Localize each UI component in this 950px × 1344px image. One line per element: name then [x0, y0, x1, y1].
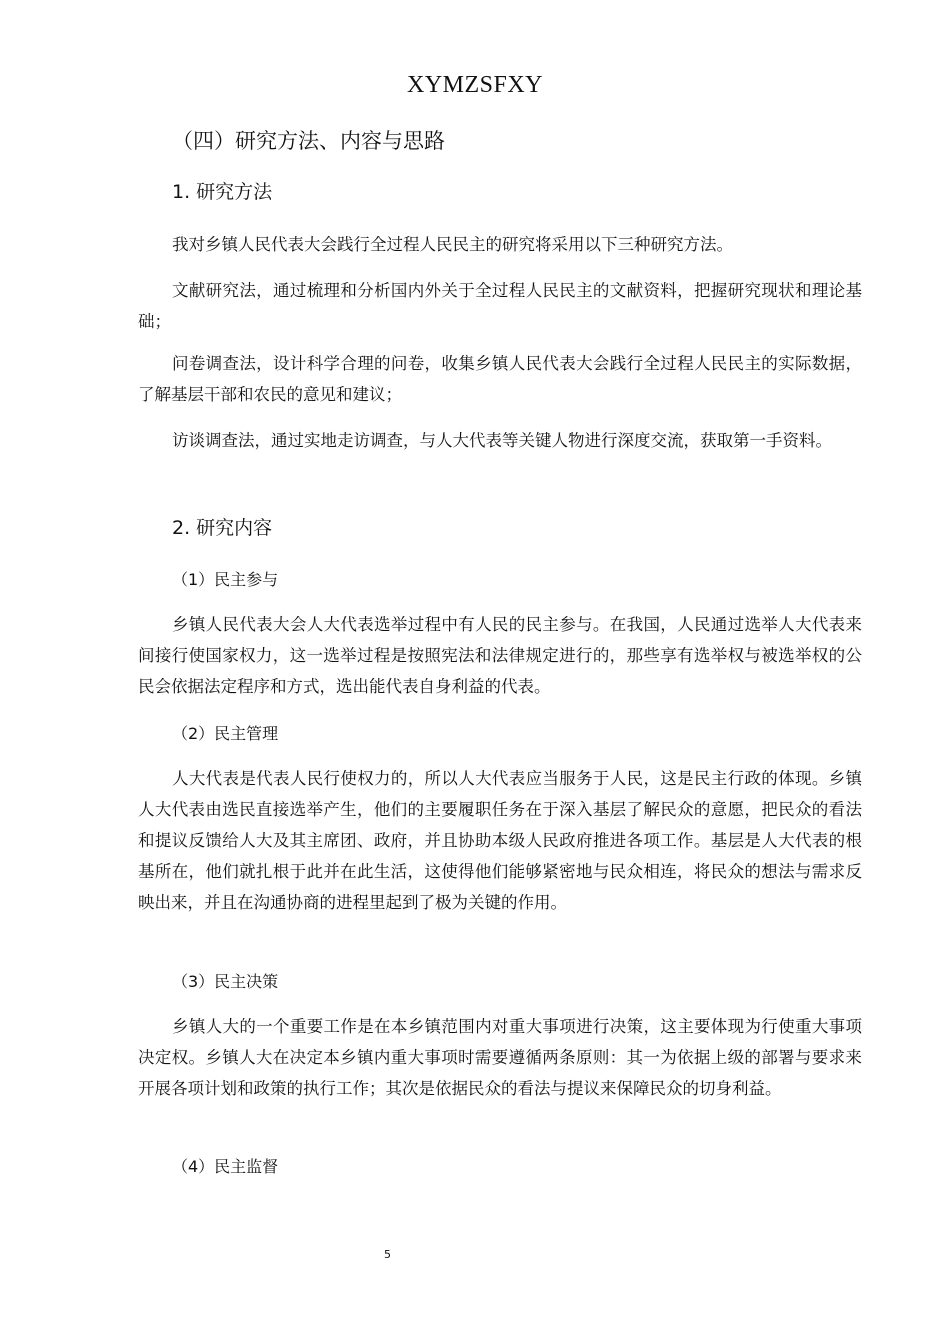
- section-title: （四）研究方法、内容与思路: [172, 129, 445, 153]
- content-heading: 2. 研究内容: [172, 517, 273, 539]
- paragraph: 乡镇人民代表大会人大代表选举过程中有人民的民主参与。在我国，人民通过选举人大代表来间接行使国家权力，这一选举过程是按照宪法和法律规定进行的，那些享有选举权与被选举权的公民会依据法定程序和方式，选出能代表自身利益的代表。: [138, 615, 862, 696]
- paragraph: 乡镇人大的一个重要工作是在本乡镇范围内对重大事项进行决策，这主要体现为行使重大事项决定权。乡镇人大在决定本乡镇内重大事项时需要遵循两条原则：其一为依据上级的部署与要求来开展各项计划和政策的执行工作；其次是依据民众的看法与提议来保障民众的切身利益。: [138, 1017, 862, 1098]
- page-header: XYMZSFXY: [406, 72, 544, 98]
- paragraph: 访谈调查法，通过实地走访调查，与人大代表等关键人物进行深度交流，获取第一手资料。: [172, 431, 832, 450]
- subheading: （2）民主管理: [172, 724, 279, 743]
- subheading: （3）民主决策: [172, 972, 279, 991]
- subheading: （1）民主参与: [172, 570, 279, 589]
- page-number: 5: [384, 1248, 391, 1261]
- subheading: （4）民主监督: [172, 1157, 279, 1176]
- paragraph: 问卷调查法，设计科学合理的问卷，收集乡镇人民代表大会践行全过程人民民主的实际数据，了解基层干部和农民的意见和建议；: [138, 354, 862, 404]
- paragraph: 文献研究法，通过梳理和分析国内外关于全过程人民民主的文献资料，把握研究现状和理论基础；: [138, 281, 862, 331]
- paragraph: 人大代表是代表人民行使权力的，所以人大代表应当服务于人民，这是民主行政的体现。乡镇人大代表由选民直接选举产生，他们的主要履职任务在于深入基层了解民众的意愿，把民众的看法和提议反馈给人大及其主席团、政府，并且协助本级人民政府推进各项工作。基层是人大代表的根基所在，他们就扎根于此并在此生活，这使得他们能够紧密地与民众相连，将民众的想法与需求反映出来，并且在沟通协商的进程里起到了极为关键的作用。: [138, 769, 862, 912]
- paragraph: 我对乡镇人民代表大会践行全过程人民民主的研究将采用以下三种研究方法。: [172, 235, 733, 254]
- methods-heading: 1. 研究方法: [172, 181, 273, 203]
